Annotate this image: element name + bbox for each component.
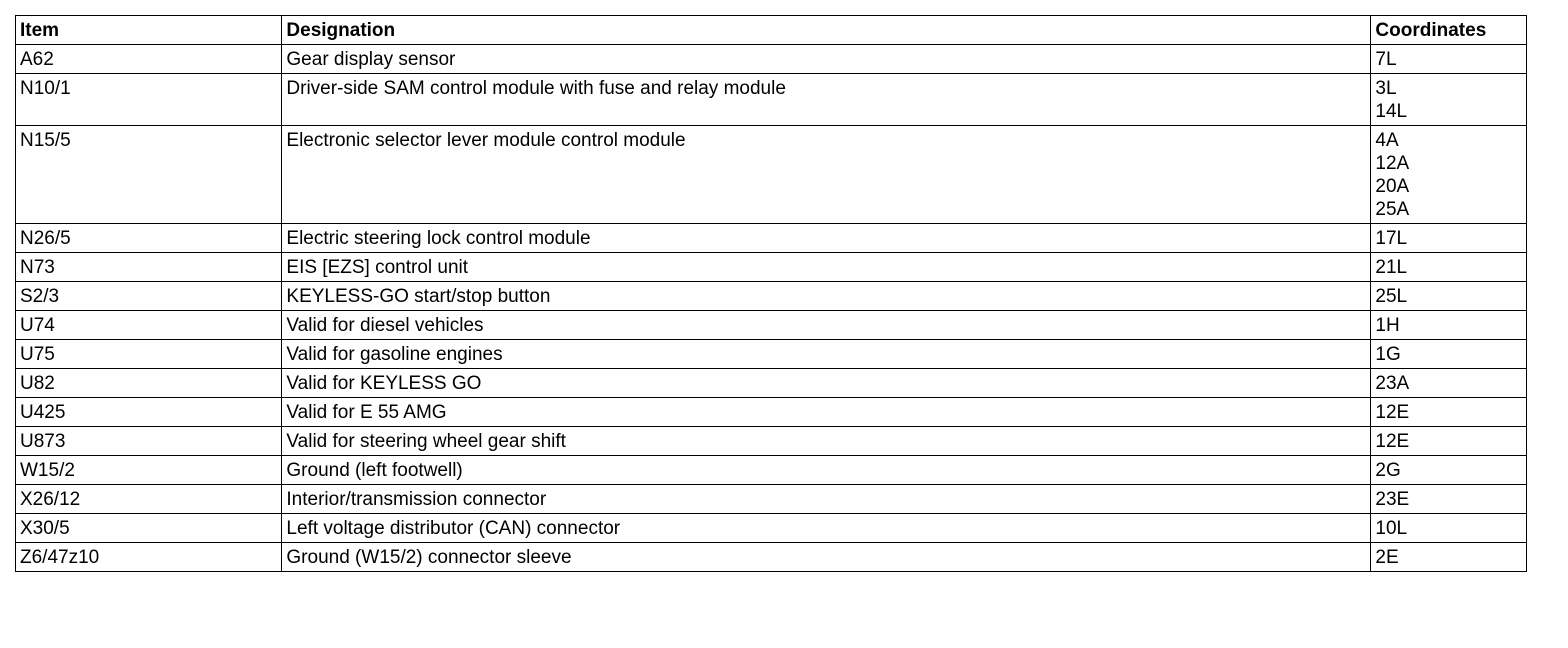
coordinate-value: 7L [1375,49,1397,70]
coordinates-cell [1371,311,1527,340]
table-row [16,369,1527,398]
table-row [16,398,1527,427]
designation-cell: Ground (left footwell) [282,456,1371,485]
item-cell: U873 [16,427,282,456]
table-row [16,427,1527,456]
item-cell: U75 [16,340,282,369]
coordinate-value: 14L [1375,101,1408,122]
item-cell: U82 [16,369,282,398]
table-row [16,282,1527,311]
designation-cell: Electronic selector lever module control module [282,126,1371,224]
coordinates-column-header: Coordinates [1371,16,1527,45]
coordinates-cell [1371,45,1527,74]
coordinates-cell [1371,485,1527,514]
designation-cell: Left voltage distributor (CAN) connector [282,514,1371,543]
designation-cell: Valid for diesel vehicles [282,311,1371,340]
coordinate-value: 20A [1375,176,1410,197]
table-row [16,514,1527,543]
coordinates-cell [1371,456,1527,485]
coordinates-cell [1371,253,1527,282]
header-row [16,16,1527,45]
coordinate-value: 1G [1375,344,1401,365]
coordinate-value: 2E [1375,547,1399,568]
coordinate-value: 4A [1375,130,1399,151]
designation-cell: Gear display sensor [282,45,1371,74]
designation-cell: Ground (W15/2) connector sleeve [282,543,1371,572]
item-cell: W15/2 [16,456,282,485]
table-row [16,45,1527,74]
coordinates-cell [1371,340,1527,369]
coordinate-value: 12E [1375,431,1410,452]
coordinates-cell [1371,282,1527,311]
designation-cell: Driver-side SAM control module with fuse and relay module [282,74,1371,126]
coordinates-cell [1371,224,1527,253]
coordinates-cell [1371,369,1527,398]
item-cell: X26/12 [16,485,282,514]
designation-cell: Valid for E 55 AMG [282,398,1371,427]
designation-cell: Valid for gasoline engines [282,340,1371,369]
coordinate-value: 25L [1375,286,1408,307]
item-cell: N15/5 [16,126,282,224]
item-cell: N10/1 [16,74,282,126]
item-cell: X30/5 [16,514,282,543]
coordinate-value: 17L [1375,228,1408,249]
table-row [16,456,1527,485]
coordinates-cell [1371,543,1527,572]
designation-column-header: Designation [282,16,1371,45]
coordinate-value: 12E [1375,402,1410,423]
coordinate-value: 23E [1375,489,1410,510]
designation-cell: Electric steering lock control module [282,224,1371,253]
table-row [16,74,1527,126]
coordinate-value: 12A [1375,153,1410,174]
designation-cell: Valid for steering wheel gear shift [282,427,1371,456]
table-body [16,45,1527,572]
item-cell: N26/5 [16,224,282,253]
component-legend-table [15,15,1527,572]
item-cell: U425 [16,398,282,427]
coordinate-value: 1H [1375,315,1400,336]
coordinates-cell [1371,514,1527,543]
item-cell: U74 [16,311,282,340]
coordinate-value: 2G [1375,460,1401,481]
item-cell: Z6/47z10 [16,543,282,572]
table-row [16,126,1527,224]
table-header [16,16,1527,45]
designation-cell: Valid for KEYLESS GO [282,369,1371,398]
table-row [16,543,1527,572]
table-row [16,253,1527,282]
designation-cell: Interior/transmission connector [282,485,1371,514]
table-row [16,340,1527,369]
coordinates-cell [1371,427,1527,456]
coordinate-value: 21L [1375,257,1408,278]
coordinate-value: 10L [1375,518,1408,539]
designation-cell: EIS [EZS] control unit [282,253,1371,282]
table-row [16,311,1527,340]
designation-cell: KEYLESS-GO start/stop button [282,282,1371,311]
item-cell: N73 [16,253,282,282]
coordinate-value: 3L [1375,78,1397,99]
item-cell: S2/3 [16,282,282,311]
coordinates-cell [1371,126,1527,224]
item-column-header: Item [16,16,282,45]
coordinates-cell [1371,74,1527,126]
table-row [16,485,1527,514]
coordinate-value: 25A [1375,199,1410,220]
table-row [16,224,1527,253]
coordinate-value: 23A [1375,373,1410,394]
coordinates-cell [1371,398,1527,427]
item-cell: A62 [16,45,282,74]
